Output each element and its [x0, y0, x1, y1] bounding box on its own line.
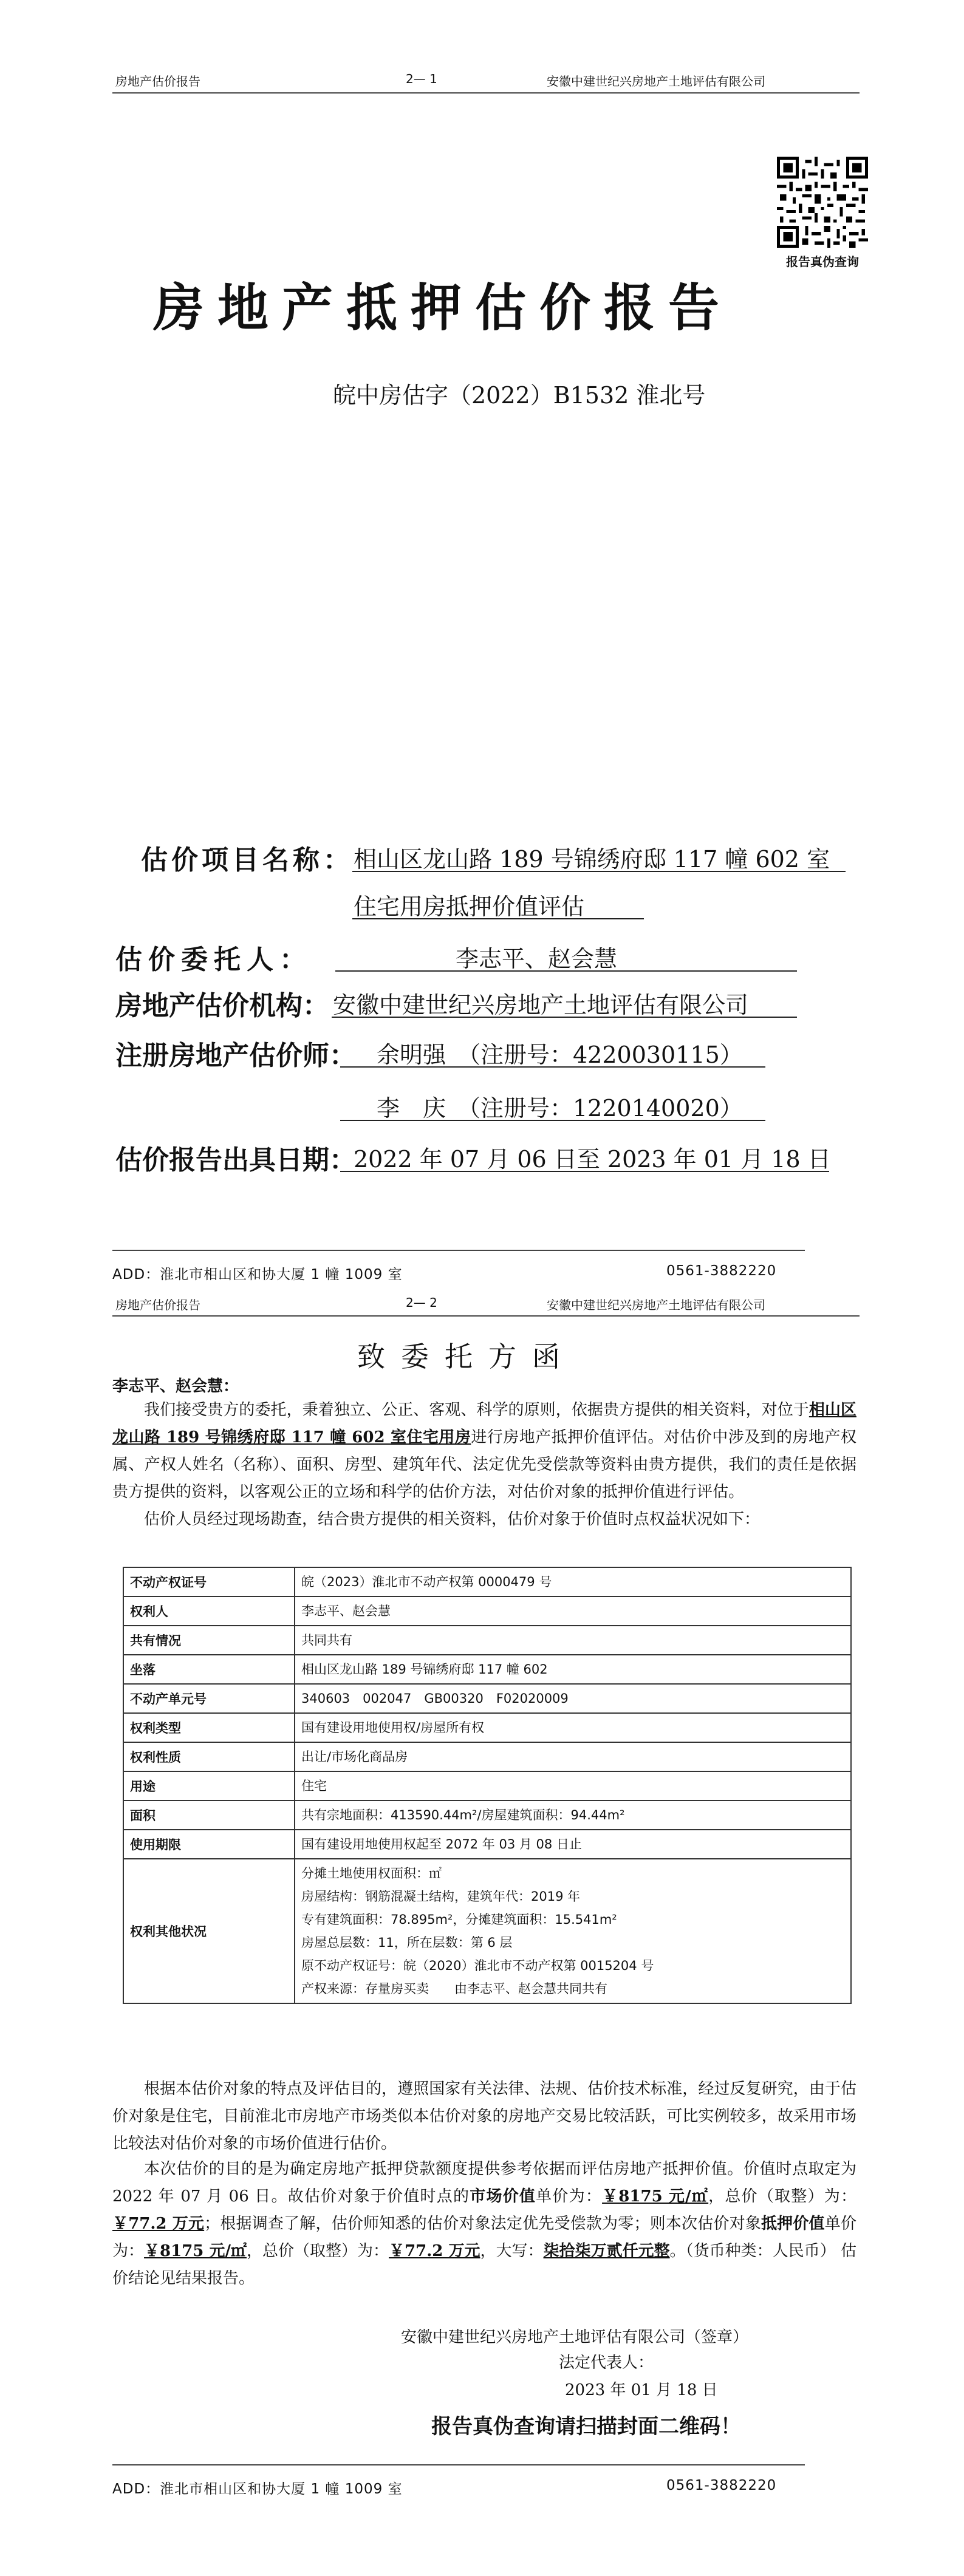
table-key: 不动产单元号 [123, 1684, 295, 1713]
table-value-line: 国有建设用地使用权/房屋所有权 [301, 1720, 485, 1735]
table-value [295, 1742, 851, 1771]
header-left: 房地产估价报告 [115, 74, 200, 89]
letter-paragraph-1 [112, 1397, 856, 1506]
table-value [295, 1713, 851, 1742]
table-key: 共有情况 [123, 1626, 295, 1655]
header-page-number-2: 2— 2 [406, 1295, 437, 1310]
sign-company: 安徽中建世纪兴房地产土地评估有限公司（签章） [401, 2328, 749, 2346]
table-row [123, 1859, 851, 2003]
p4-mortgage-value-label: 抵押价值 [761, 2215, 825, 2233]
p1-property: 相山区龙山路 189 号锦绣府邸 117 幢 602 室住宅用房 [112, 1401, 856, 1446]
table-row [123, 1771, 851, 1801]
header-page-number: 2— 1 [406, 72, 437, 86]
p4-mortgage-total: ￥77.2 万元 [389, 2242, 480, 2260]
table-row [123, 1742, 851, 1771]
p1-text-a: 我们接受贵方的委托，秉着独立、公正、客观、科学的原则，依据贵方提供的相关资料，对位于 [144, 1401, 809, 1419]
footer-phone: 0561-3882220 [666, 1263, 777, 1279]
table-value [295, 1626, 851, 1655]
table-value [295, 1655, 851, 1684]
client-label: 估价委托人： [115, 944, 312, 975]
date-label: 估价报告出具日期： [115, 1145, 356, 1176]
appraiser-label: 注册房地产估价师： [115, 1040, 356, 1071]
qr-code-icon[interactable] [777, 157, 868, 248]
table-key: 权利其他状况 [123, 1859, 295, 2003]
p4-c: 单价为： [536, 2187, 603, 2206]
table-row [123, 1626, 851, 1655]
table-value [295, 1596, 851, 1626]
letter-title: 致委托方函 [357, 1340, 576, 1373]
client-underline [335, 970, 797, 972]
table-key: 权利类型 [123, 1713, 295, 1742]
letter-salutation: 李志平、赵会慧： [112, 1377, 239, 1395]
header-rule [112, 92, 860, 94]
header-rule-2 [112, 1315, 860, 1317]
org-value: 安徽中建世纪兴房地产土地评估有限公司 [333, 992, 749, 1018]
table-value-line: 房屋总层数：11，所在层数：第 6 层 [301, 1935, 513, 1950]
table-row [123, 1830, 851, 1859]
table-value-line: 原不动产权证号：皖（2020）淮北市不动产权第 0015204 号 [301, 1958, 654, 1973]
appraiser-2-underline [340, 1120, 765, 1121]
sign-representative: 法定代表人： [559, 2354, 654, 2372]
p4-g: ；根据调查了解，估价师知悉的估价对象法定优先受偿款为零；则本次估价对象 [204, 2215, 761, 2233]
p3-text: 根据本估价对象的特点及评估目的，遵照国家有关法律、法规、估价技术标准，经过反复研究，由于估价对象是住宅，目前淮北市房地产市场类似本估价对象的房地产交易比较活跃，可比实例较多，故采用市场比较法对估价对象的市场价值进行估价。 [112, 2080, 856, 2153]
table-row [123, 1596, 851, 1626]
table-value [295, 1684, 851, 1713]
table-value-line: 共有宗地面积：413590.44m²/房屋建筑面积：94.44m² [301, 1808, 625, 1822]
project-underline-2 [352, 918, 644, 919]
client-value: 李志平、赵会慧 [456, 946, 618, 972]
table-row [123, 1801, 851, 1830]
p4-mortgage-unit-price: ￥8175 元/㎡ [144, 2242, 247, 2260]
header-company-2: 安徽中建世纪兴房地产土地评估有限公司 [547, 1298, 765, 1312]
p4-market-value-label: 市场价值 [470, 2187, 536, 2206]
table-value [295, 1567, 851, 1596]
p4-market-unit-price: ￥8175 元/㎡ [602, 2187, 709, 2206]
letter-paragraph-3 [112, 2076, 856, 2158]
date-underline [340, 1171, 829, 1172]
table-value [295, 1859, 851, 2003]
table-key: 用途 [123, 1771, 295, 1801]
p4-k: ，总价（取整）为： [246, 2242, 389, 2260]
table-key: 坐落 [123, 1655, 295, 1684]
appraiser-2: 李 庆 （注册号：1220140020） [377, 1095, 743, 1122]
appraiser-1-underline [340, 1066, 765, 1068]
table-key: 权利性质 [123, 1742, 295, 1771]
table-value-line: 出让/市场化商品房 [301, 1750, 408, 1764]
footer-phone-2: 0561-3882220 [666, 2478, 777, 2493]
table-value-line: 住宅 [301, 1779, 327, 1793]
org-underline [332, 1017, 797, 1018]
table-value-line: 340603 002047 GB00320 F02020009 [301, 1691, 569, 1706]
table-value-line: 共同共有 [301, 1633, 352, 1647]
table-value-line: 李志平、赵会慧 [301, 1604, 391, 1618]
p4-i: 单价为： [112, 2215, 856, 2260]
table-value [295, 1830, 851, 1859]
project-name-value: 相山区龙山路 189 号锦绣府邸 117 幢 602 室 [354, 846, 830, 873]
sign-date: 2023 年 01 月 18 日 [565, 2381, 718, 2399]
project-name-value-2: 住宅用房抵押价值评估 [354, 893, 585, 920]
p4-m: ，大写： [480, 2242, 544, 2260]
letter-paragraph-2 [112, 1506, 856, 1533]
footer-address: ADD：淮北市相山区和协大厦 1 幢 1009 室 [112, 1267, 403, 1283]
verify-note: 报告真伪查询请扫描封面二维码！ [431, 2414, 741, 2439]
table-value [295, 1801, 851, 1830]
rights-table [123, 1567, 852, 2004]
appraiser-1: 余明强 （注册号：4220030115） [377, 1041, 743, 1068]
table-row [123, 1655, 851, 1684]
table-value [295, 1771, 851, 1801]
footer-rule [112, 1250, 805, 1251]
footer-rule-2 [112, 2464, 805, 2465]
table-key: 面积 [123, 1801, 295, 1830]
table-value-line: 国有建设用地使用权起至 2072 年 03 月 08 日止 [301, 1837, 582, 1852]
header-company: 安徽中建世纪兴房地产土地评估有限公司 [547, 74, 765, 89]
p4-o: 。（货币种类：人民币） 估价结论见结果报告。 [112, 2242, 856, 2288]
table-key: 权利人 [123, 1596, 295, 1626]
table-value-line: 房屋结构：钢筋混凝土结构，建筑年代：2019 年 [301, 1889, 581, 1904]
project-underline-1 [352, 871, 846, 872]
p4-a: 本次估价的目的是为确定房地产抵押贷款额度提供参考依据而评估房地产抵押价值。价值时点取定为 2022 年 07 月 06 日。故估价对象于价值时点的 [112, 2160, 856, 2206]
report-number: 皖中房估字（2022）B1532 淮北号 [333, 382, 706, 409]
p4-market-total: ￥77.2 万元 [112, 2215, 205, 2233]
table-value-line: 相山区龙山路 189 号锦绣府邸 117 幢 602 [301, 1662, 548, 1677]
table-row [123, 1713, 851, 1742]
letter-paragraph-4 [112, 2156, 856, 2292]
p2-text: 估价人员经过现场勘查，结合贵方提供的相关资料，估价对象于价值时点权益状况如下： [144, 1510, 761, 1528]
project-name-label: 估价项目名称： [141, 845, 354, 876]
header-left-2: 房地产估价报告 [115, 1298, 200, 1312]
table-value-line: 产权来源：存量房买卖 由李志平、赵会慧共同共有 [301, 1981, 607, 1996]
table-key: 使用期限 [123, 1830, 295, 1859]
p4-amount-in-words: 柒拾柒万贰仟元整 [543, 2242, 670, 2260]
date-value: 2022 年 07 月 06 日至 2023 年 01 月 18 日 [354, 1146, 831, 1173]
table-key: 不动产权证号 [123, 1567, 295, 1596]
report-title: 房地产抵押估价报告 [153, 278, 733, 338]
org-label: 房地产估价机构： [115, 990, 329, 1021]
table-row [123, 1684, 851, 1713]
table-row [123, 1567, 851, 1596]
footer-address-2: ADD：淮北市相山区和协大厦 1 幢 1009 室 [112, 2481, 403, 2497]
p1-text-c: 进行房地产抵押价值评估。对估价中涉及到的房地产权属、产权人姓名（名称）、面积、房型、建筑年代、法定优先受偿款等资料由贵方提供，我们的责任是依据贵方提供的资料，以客观公正的立场和科学的估价方法，对估价对象的抵押价值进行评估。 [112, 1428, 856, 1501]
table-value-line: 分摊土地使用权面积：㎡ [301, 1866, 442, 1881]
table-value-line: 专有建筑面积：78.895m²，分摊建筑面积：15.541m² [301, 1912, 617, 1927]
p4-e: ，总价（取整）为： [708, 2187, 856, 2206]
qr-caption: 报告真伪查询 [786, 254, 859, 269]
table-value-line: 皖（2023）淮北市不动产权第 0000479 号 [301, 1575, 552, 1589]
